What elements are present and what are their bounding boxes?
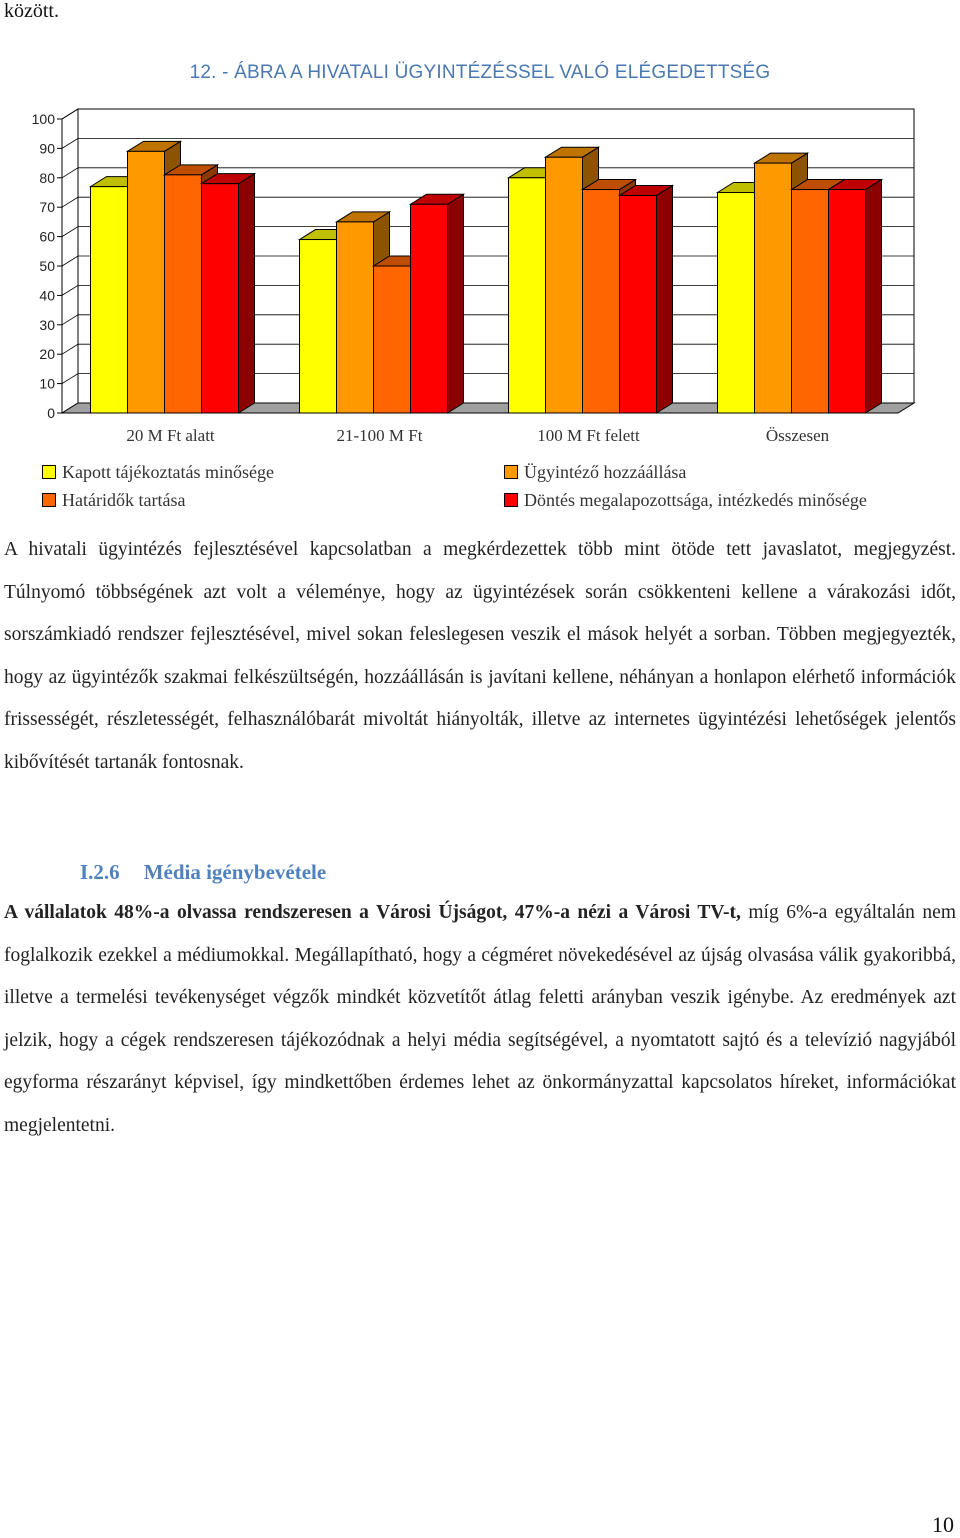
legend-label-3: Döntés megalapozottsága, intézkedés minősége <box>524 490 867 510</box>
x-tick-label: 20 M Ft alatt <box>126 426 215 445</box>
section-number: I.2.6 <box>80 860 120 884</box>
chart-legend <box>0 461 960 513</box>
bar-chart <box>0 100 960 460</box>
section-title: Média igénybevétele <box>143 860 327 884</box>
bar-side <box>448 194 464 413</box>
y-tick-label: 100 <box>31 111 55 127</box>
bar <box>509 178 546 413</box>
figure-title: 12. - ÁBRA A HIVATALI ÜGYINTÉZÉSSEL VALÓ ELÉGEDETTSÉG <box>189 62 771 83</box>
x-tick-label: 100 M Ft felett <box>537 426 640 445</box>
bar <box>792 190 829 413</box>
y-tick-label: 40 <box>39 287 55 304</box>
bar <box>337 222 374 413</box>
y-tick-label: 10 <box>39 375 55 392</box>
paragraph-media-rest: míg 6%-a egyáltalán nem foglalkozik ezekkel a médiumokkal. Megállapítható, hogy a cégméret növekedésével az újság olvasása válik gyakoribbá, illetve a termelési tevékenységet végzők mindkét közvetítőt átlag feletti arányban veszik igénybe. Az eredmények azt jelzik, hogy a cégek rendszeresen tájékozódnak a helyi média segítségével, a nyomtatott sajtó és a televízió nagyjából egyforma részarányt képvisel, így mindkettőben érdemes lehet az önkormányzattal kapcsolatos híreket, információkat megjelentetni. <box>4 902 956 1136</box>
y-tick-label: 20 <box>39 346 55 363</box>
section-heading <box>80 852 326 892</box>
bar <box>755 163 792 413</box>
legend-item-1 <box>504 461 686 483</box>
y-tick-label: 90 <box>39 140 55 157</box>
preceding-text: között. <box>4 0 59 22</box>
legend-label-1: Ügyintéző hozzáállása <box>524 462 687 482</box>
bar-side <box>239 174 255 413</box>
legend-item-0 <box>42 461 274 483</box>
bar <box>546 157 583 413</box>
bar <box>91 187 128 413</box>
page-number: 10 <box>932 1512 954 1537</box>
bar <box>411 204 448 413</box>
paragraph-media <box>4 892 956 1147</box>
bar <box>300 240 337 413</box>
legend-label-2: Határidők tartása <box>62 490 186 510</box>
y-tick-label: 50 <box>39 258 55 274</box>
bar <box>829 190 866 413</box>
y-tick-label: 60 <box>39 228 55 245</box>
y-tick-label: 70 <box>39 199 55 216</box>
legend-label-0: Kapott tájékoztatás minősége <box>62 462 274 482</box>
legend-swatch-0 <box>42 465 56 479</box>
bar-side <box>866 180 882 413</box>
paragraph-suggestions: A hivatali ügyintézés fejlesztésével kapcsolatban a megkérdezettek több mint ötöde tett javaslatot, megjegyzést. Túlnyomó többségének azt volt a véleménye, hogy az ügyintézések során csökkenteni kellene a várakozási időt, sorszámkiadó rendszer fejlesztésével, mivel sokan feleslegesen veszik el mások helyét a sorban. Többen megjegyezték, hogy az ügyintézők szakmai felkészültségén, hozzáállásán is javítani kellene, néhányan a honlapon elérhető információk frissességét, részletességét, felhasználóbarát mivoltát hiányolták, illetve az internetes ügyintézési lehetőségek jelentős kibővítését tartanák fontosnak. <box>4 539 956 773</box>
legend-item-3 <box>504 489 867 511</box>
bar <box>165 175 202 413</box>
legend-swatch-3 <box>504 493 518 507</box>
legend-swatch-1 <box>504 465 518 479</box>
y-tick-label: 80 <box>39 169 55 186</box>
y-tick-label: 0 <box>47 405 55 421</box>
y-tick-label: 30 <box>39 316 55 333</box>
x-tick-label: Összesen <box>765 426 830 445</box>
legend-swatch-2 <box>42 493 56 507</box>
bar <box>202 184 239 413</box>
bar <box>620 195 657 413</box>
bar <box>583 190 620 413</box>
x-tick-label: 21-100 M Ft <box>336 426 423 445</box>
bar <box>718 193 755 414</box>
bar-side <box>657 185 673 413</box>
paragraph-media-bold: A vállalatok 48%-a olvassa rendszeresen a Városi Újságot, 47%-a nézi a Városi TV-t, <box>4 902 741 923</box>
bar <box>128 151 165 413</box>
bar <box>374 266 411 413</box>
legend-item-2 <box>42 489 185 511</box>
